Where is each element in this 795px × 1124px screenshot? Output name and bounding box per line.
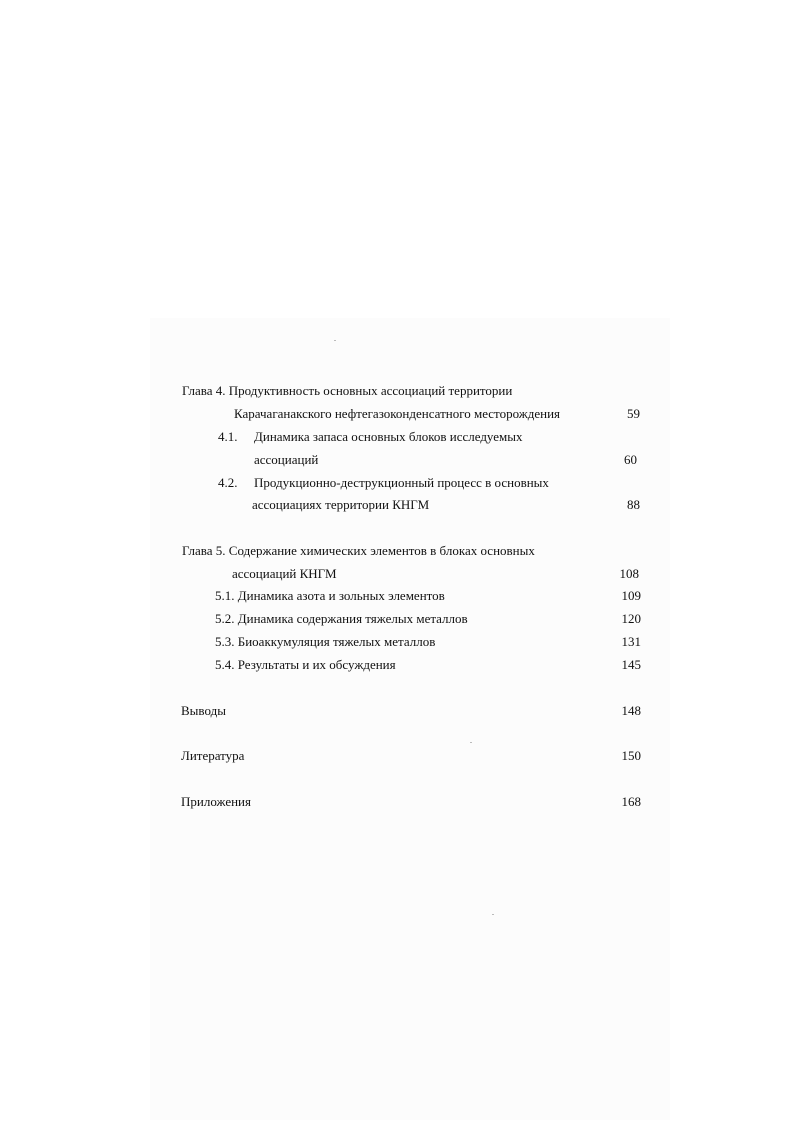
appendices-title: Приложения — [181, 794, 251, 809]
section-5-2-page: 120 — [621, 611, 641, 626]
section-4-1-title-line2: ассоциаций — [254, 452, 319, 467]
chapter-4-title-line2: Карачаганакского нефтегазоконденсатного месторождения — [234, 406, 561, 421]
chapter-5-title-line2: ассоциаций КНГМ — [232, 566, 337, 581]
literature-page: 150 — [621, 748, 641, 763]
chapter-4-page: 59 — [627, 406, 640, 421]
scan-speck — [334, 340, 336, 341]
section-4-1-number: 4.1. — [218, 429, 238, 444]
section-5-2: 5.2. Динамика содержания тяжелых металлов — [215, 611, 468, 626]
chapter-5-title-line1: Глава 5. Содержание химических элементов в блоках основных — [182, 543, 535, 558]
section-5-4-page: 145 — [621, 657, 641, 672]
appendices-page: 168 — [621, 794, 641, 809]
section-5-1-page: 109 — [621, 588, 641, 603]
conclusions-page: 148 — [621, 703, 641, 718]
section-5-3: 5.3. Биоаккумуляция тяжелых металлов — [215, 634, 436, 649]
section-5-4: 5.4. Результаты и их обсуждения — [215, 657, 396, 672]
section-5-1: 5.1. Динамика азота и зольных элементов — [215, 588, 445, 603]
chapter-4-title-line1: Глава 4. Продуктивность основных ассоциаций территории — [182, 383, 513, 398]
scan-speck — [470, 742, 472, 743]
section-4-2-title-line1: Продукционно-деструкционный процесс в основных — [254, 475, 549, 490]
literature-title: Литература — [181, 748, 245, 763]
section-4-2-number: 4.2. — [218, 475, 238, 490]
scan-speck — [492, 914, 494, 915]
section-4-2-title-line2: ассоциациях территории КНГМ — [252, 497, 430, 512]
conclusions-title: Выводы — [181, 703, 226, 718]
section-4-1-page: 60 — [624, 452, 637, 467]
section-4-2-page: 88 — [627, 497, 640, 512]
chapter-5-page: 108 — [619, 566, 639, 581]
section-4-1-title-line1: Динамика запаса основных блоков исследуемых — [254, 429, 523, 444]
section-5-3-page: 131 — [621, 634, 641, 649]
